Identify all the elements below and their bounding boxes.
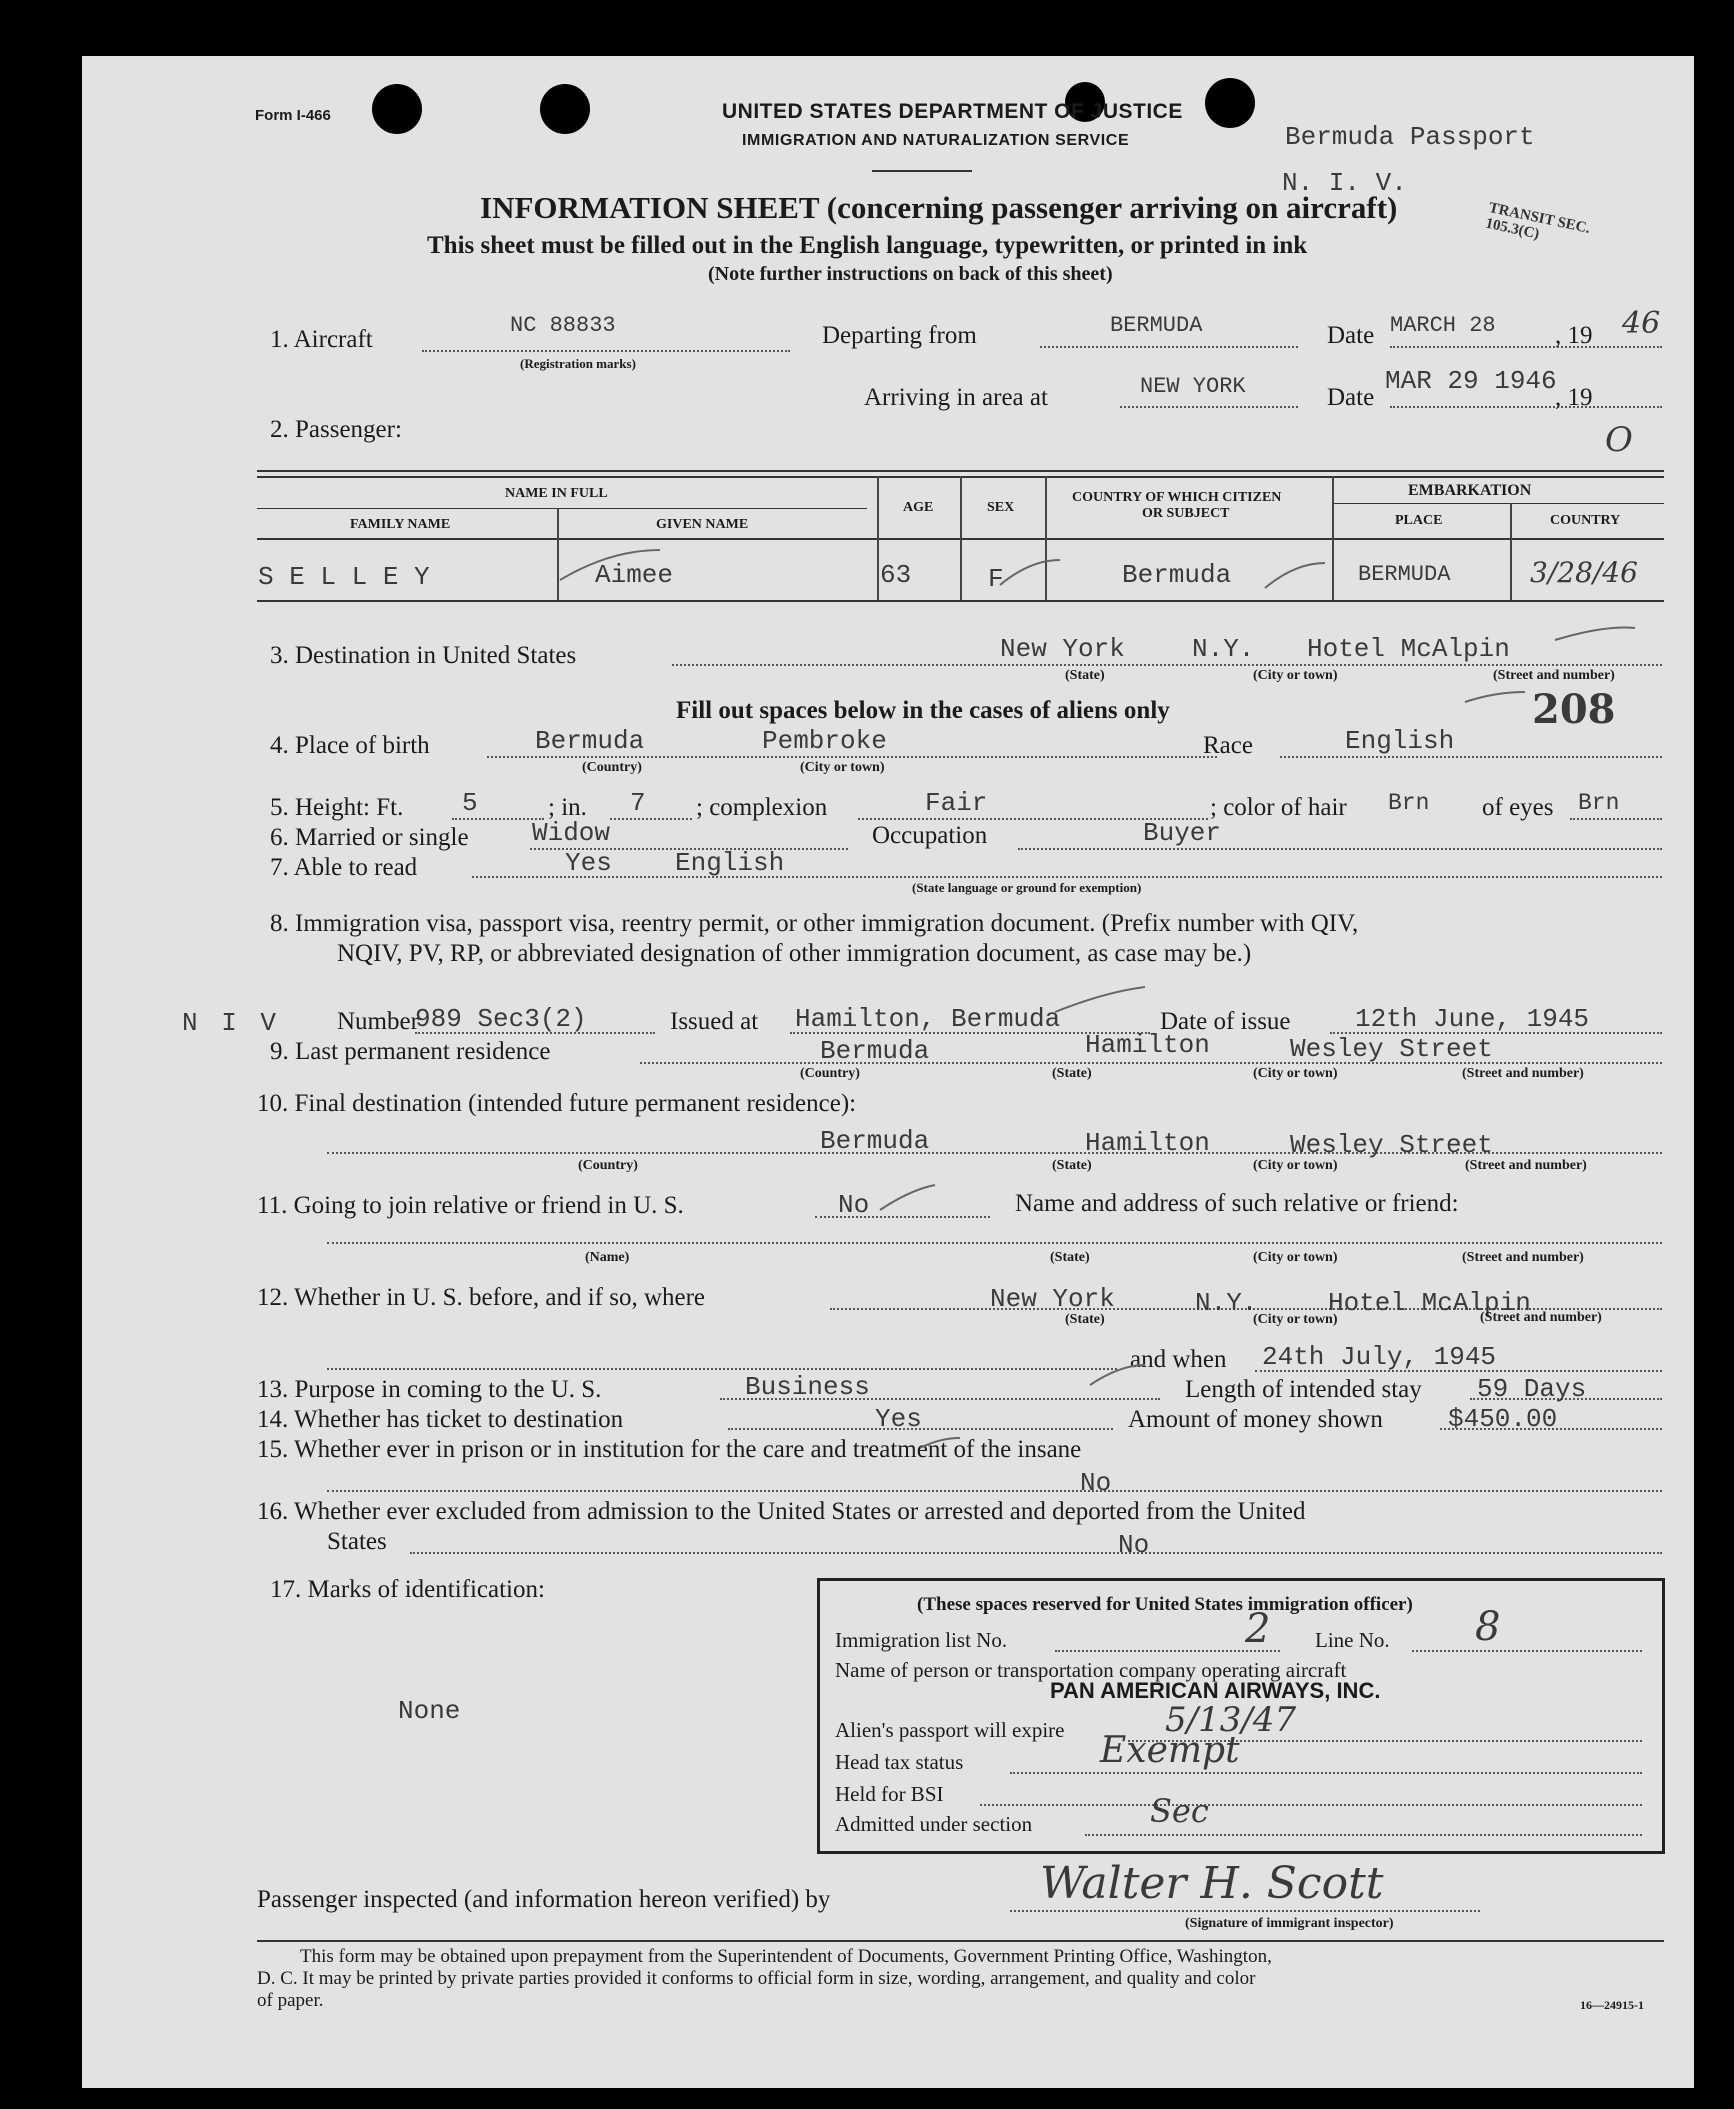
birth-city-caption: (City or town) <box>800 760 885 775</box>
footer-line-2: D. C. It may be printed by private parties provided it conforms to official form in size, wording, arrangement, and quality and color <box>257 1968 1256 1989</box>
name-in-full-header: NAME IN FULL <box>505 486 608 501</box>
destination-city[interactable]: N.Y. <box>1192 634 1255 664</box>
immigration-list-label: Immigration list No. <box>835 1628 1008 1652</box>
relative-street-caption: (Street and number) <box>1462 1250 1584 1265</box>
race-value[interactable]: English <box>1345 726 1455 756</box>
document-label-line2: NQIV, PV, RP, or abbreviated designation of other immigration document, as case may be.) <box>337 940 1252 967</box>
before-street-caption: (Street and number) <box>1480 1310 1602 1325</box>
relative-city-caption: (City or town) <box>1253 1250 1338 1265</box>
operator-label: Name of person or transportation company operating aircraft <box>835 1658 1347 1682</box>
occupation-value[interactable]: Buyer <box>1143 818 1222 848</box>
last-city-caption: (City or town) <box>1253 1066 1338 1081</box>
marks-value[interactable]: None <box>398 1696 461 1726</box>
final-state[interactable]: Hamilton <box>1085 1128 1210 1158</box>
prison-label: 15. Whether ever in prison or in institution for the care and treatment of the insane <box>257 1436 1082 1463</box>
head-tax-label: Head tax status <box>835 1750 964 1774</box>
money-label: Amount of money shown <box>1128 1406 1383 1433</box>
married-label: 6. Married or single <box>270 824 469 851</box>
birth-city-value[interactable]: Pembroke <box>762 726 887 756</box>
last-residence-street[interactable]: Wesley Street <box>1290 1034 1493 1064</box>
embark-place-value[interactable]: BERMUDA <box>1358 562 1451 587</box>
punch-hole-center <box>540 84 590 134</box>
purpose-label: 13. Purpose in coming to the U. S. <box>257 1376 602 1403</box>
arrival-year-prefix: , 19 <box>1555 384 1593 411</box>
departure-year-value[interactable]: 46 <box>1622 306 1661 341</box>
when-value[interactable]: 24th July, 1945 <box>1262 1342 1497 1372</box>
excluded-label-2: States <box>327 1528 387 1555</box>
excluded-value[interactable]: No <box>1118 1530 1150 1560</box>
hair-label: ; color of hair <box>1210 794 1347 821</box>
country-sub-header: COUNTRY <box>1550 513 1621 528</box>
table-bottom-rule <box>257 600 1664 602</box>
read-label: 7. Able to read <box>270 854 418 881</box>
embark-date-value[interactable]: 3/28/46 <box>1530 556 1638 589</box>
before-street[interactable]: Hotel McAlpin <box>1328 1288 1531 1318</box>
before-label: 12. Whether in U. S. before, and if so, where <box>257 1284 706 1311</box>
country-header-2: OR SUBJECT <box>1142 506 1230 521</box>
destination-street-caption: (Street and number) <box>1493 668 1615 683</box>
read-value[interactable]: Yes <box>565 848 612 878</box>
issue-date-value[interactable]: 12th June, 1945 <box>1355 1004 1590 1034</box>
departure-year-prefix: , 19 <box>1555 322 1593 349</box>
form-instruction: This sheet must be filled out in the English language, typewritten, or printed in ink <box>427 232 1308 259</box>
purpose-value[interactable]: Business <box>745 1372 870 1402</box>
occupation-label: Occupation <box>872 822 988 849</box>
before-city-caption: (City or town) <box>1253 1312 1338 1327</box>
birth-label: 4. Place of birth <box>270 732 430 759</box>
height-ft-value[interactable]: 5 <box>462 788 478 818</box>
country-header-1: COUNTRY OF WHICH CITIZEN <box>1072 490 1282 505</box>
given-name-header: GIVEN NAME <box>656 517 749 532</box>
eyes-value[interactable]: Brn <box>1578 790 1620 816</box>
sex-value[interactable]: F <box>988 564 1004 594</box>
last-state-caption: (State) <box>1052 1066 1092 1081</box>
before-state-caption: (State) <box>1065 1312 1105 1327</box>
when-label: and when <box>1130 1346 1227 1373</box>
aircraft-label: 1. Aircraft <box>270 326 373 353</box>
bsi-label: Held for BSI <box>835 1782 944 1806</box>
given-name-value[interactable]: Aimee <box>595 560 674 590</box>
registration-caption: (Registration marks) <box>520 356 636 371</box>
operator-value[interactable]: PAN AMERICAN AIRWAYS, INC. <box>1050 1678 1381 1703</box>
passenger-mark: O <box>1605 420 1633 460</box>
footer-code: 16—24915-1 <box>1580 1998 1644 2012</box>
join-relative-label: 11. Going to join relative or friend in U. S. <box>257 1192 684 1219</box>
aircraft-value[interactable]: NC 88833 <box>510 313 616 338</box>
arriving-label: Arriving in area at <box>864 384 1048 411</box>
arrival-date-stamp[interactable]: MAR 29 1946 <box>1385 366 1557 396</box>
last-residence-state[interactable]: Hamilton <box>1085 1030 1210 1060</box>
height-label: 5. Height: Ft. <box>270 794 404 821</box>
head-tax-value[interactable]: Exempt <box>1100 1730 1240 1771</box>
document-number-label: Number <box>337 1008 419 1035</box>
issued-at-label: Issued at <box>670 1008 759 1035</box>
immigration-list-value[interactable]: 2 <box>1245 1606 1271 1652</box>
service-name: IMMIGRATION AND NATURALIZATION SERVICE <box>742 132 1130 149</box>
departure-date-label: Date <box>1327 322 1375 349</box>
inspection-label: Passenger inspected (and information hereon verified) by <box>257 1886 831 1913</box>
footer-line-1: This form may be obtained upon prepayment from the Superintendent of Documents, Government Printing Office, Washington, <box>300 1946 1272 1967</box>
family-name-value[interactable]: S E L L E Y <box>258 562 430 592</box>
stay-label: Length of intended stay <box>1185 1376 1422 1403</box>
departure-date-value[interactable]: MARCH 28 <box>1390 313 1496 338</box>
before-city[interactable]: N.Y. <box>1195 1288 1258 1318</box>
married-value[interactable]: Widow <box>532 818 611 848</box>
place-header: PLACE <box>1395 513 1443 528</box>
passenger-label: 2. Passenger: <box>270 416 402 443</box>
form-title: INFORMATION SHEET (concerning passenger arriving on aircraft) <box>480 190 1398 225</box>
eyes-label: of eyes <box>1482 794 1554 821</box>
passport-expire-value[interactable]: 5/13/47 <box>1165 1700 1297 1740</box>
destination-label: 3. Destination in United States <box>270 642 577 669</box>
height-in-label: ; in. <box>548 794 587 821</box>
document-label-line1: 8. Immigration visa, passport visa, reentry permit, or other immigration document. (Prefix number with QIV, <box>270 910 1359 937</box>
line-no-label: Line No. <box>1315 1628 1390 1652</box>
footer-rule <box>257 1940 1664 1942</box>
final-country-caption: (Country) <box>578 1158 638 1173</box>
embarkation-header: EMBARKATION <box>1408 482 1532 499</box>
excluded-label-1: 16. Whether ever excluded from admission to the United States or arrested and deported from the United <box>257 1498 1306 1525</box>
niv-stamp: N. I. V. <box>1282 168 1407 198</box>
citizenship-value[interactable]: Bermuda <box>1122 560 1232 590</box>
last-street-caption: (Street and number) <box>1462 1066 1584 1081</box>
read-language-value[interactable]: English <box>675 848 785 878</box>
niv-prefix: N I V <box>182 1008 281 1038</box>
final-destination-label: 10. Final destination (intended future permanent residence): <box>257 1090 857 1117</box>
inspector-signature: Walter H. Scott <box>1040 1858 1384 1909</box>
age-value[interactable]: 63 <box>880 560 912 590</box>
money-value[interactable]: $450.00 <box>1448 1404 1558 1434</box>
prison-value[interactable]: No <box>1080 1468 1112 1498</box>
bermuda-passport-stamp: Bermuda Passport <box>1285 122 1535 152</box>
admitted-under-value[interactable]: Sec <box>1150 1792 1209 1830</box>
complexion-value[interactable]: Fair <box>925 788 988 818</box>
final-city-caption: (City or town) <box>1253 1158 1338 1173</box>
sex-header: SEX <box>987 500 1015 515</box>
join-relative-value[interactable]: No <box>838 1190 870 1220</box>
age-header: AGE <box>903 500 934 515</box>
final-country[interactable]: Bermuda <box>820 1126 930 1156</box>
birth-country-value[interactable]: Bermuda <box>535 726 645 756</box>
aliens-only-note: Fill out spaces below in the cases of aliens only <box>676 697 1170 724</box>
admitted-under-label: Admitted under section <box>835 1812 1033 1836</box>
department-name: UNITED STATES DEPARTMENT OF JUSTICE <box>722 100 1183 123</box>
birth-country-caption: (Country) <box>582 760 642 775</box>
last-country-caption: (Country) <box>800 1066 860 1081</box>
document-number-value[interactable]: 989 Sec3(2) <box>415 1004 587 1034</box>
last-residence-label: 9. Last permanent residence <box>270 1038 551 1065</box>
form-number: Form I-466 <box>255 107 331 124</box>
arriving-value[interactable]: NEW YORK <box>1140 374 1246 399</box>
issue-date-label: Date of issue <box>1160 1008 1291 1035</box>
table-top-rule <box>257 470 1664 472</box>
ticket-label: 14. Whether has ticket to destination <box>257 1406 624 1433</box>
departing-label: Departing from <box>822 322 977 349</box>
complexion-label: ; complexion <box>696 794 828 821</box>
handwritten-208: 208 <box>1532 686 1616 733</box>
height-in-value[interactable]: 7 <box>630 788 646 818</box>
destination-state-caption: (State) <box>1065 668 1105 683</box>
issued-at-value[interactable]: Hamilton, Bermuda <box>795 1004 1061 1034</box>
signature-caption: (Signature of immigrant inspector) <box>1185 1916 1394 1931</box>
last-residence-country[interactable]: Bermuda <box>820 1036 930 1066</box>
read-caption: (State language or ground for exemption) <box>912 880 1142 895</box>
final-street[interactable]: Wesley Street <box>1290 1130 1493 1160</box>
relative-name-address-label: Name and address of such relative or friend: <box>1015 1190 1459 1217</box>
footer-line-3: of paper. <box>257 1990 324 2011</box>
punch-hole-left <box>372 84 422 134</box>
officer-box-header: (These spaces reserved for United States immigration officer) <box>917 1594 1413 1615</box>
final-state-caption: (State) <box>1052 1158 1092 1173</box>
race-label: Race <box>1203 732 1253 759</box>
relative-name-caption: (Name) <box>585 1250 630 1265</box>
family-name-header: FAMILY NAME <box>350 517 451 532</box>
before-state[interactable]: New York <box>990 1284 1115 1314</box>
ticket-value[interactable]: Yes <box>875 1404 922 1434</box>
final-street-caption: (Street and number) <box>1465 1158 1587 1173</box>
line-no-value[interactable]: 8 <box>1475 1604 1501 1650</box>
punch-hole-right <box>1205 78 1255 128</box>
relative-state-caption: (State) <box>1050 1250 1090 1265</box>
departing-value[interactable]: BERMUDA <box>1110 313 1203 338</box>
marks-label: 17. Marks of identification: <box>270 1576 545 1603</box>
arrival-date-label: Date <box>1327 384 1375 411</box>
form-note: (Note further instructions on back of this sheet) <box>708 263 1113 285</box>
transit-stamp: TRANSIT SEC. 105.3(C) <box>1483 199 1592 243</box>
hair-value[interactable]: Brn <box>1388 790 1430 816</box>
destination-city-caption: (City or town) <box>1253 668 1338 683</box>
stay-value[interactable]: 59 Days <box>1477 1374 1587 1404</box>
destination-state[interactable]: New York <box>1000 634 1125 664</box>
destination-street[interactable]: Hotel McAlpin <box>1307 634 1510 664</box>
passport-expire-label: Alien's passport will expire <box>835 1718 1065 1742</box>
header-rule <box>872 170 972 172</box>
